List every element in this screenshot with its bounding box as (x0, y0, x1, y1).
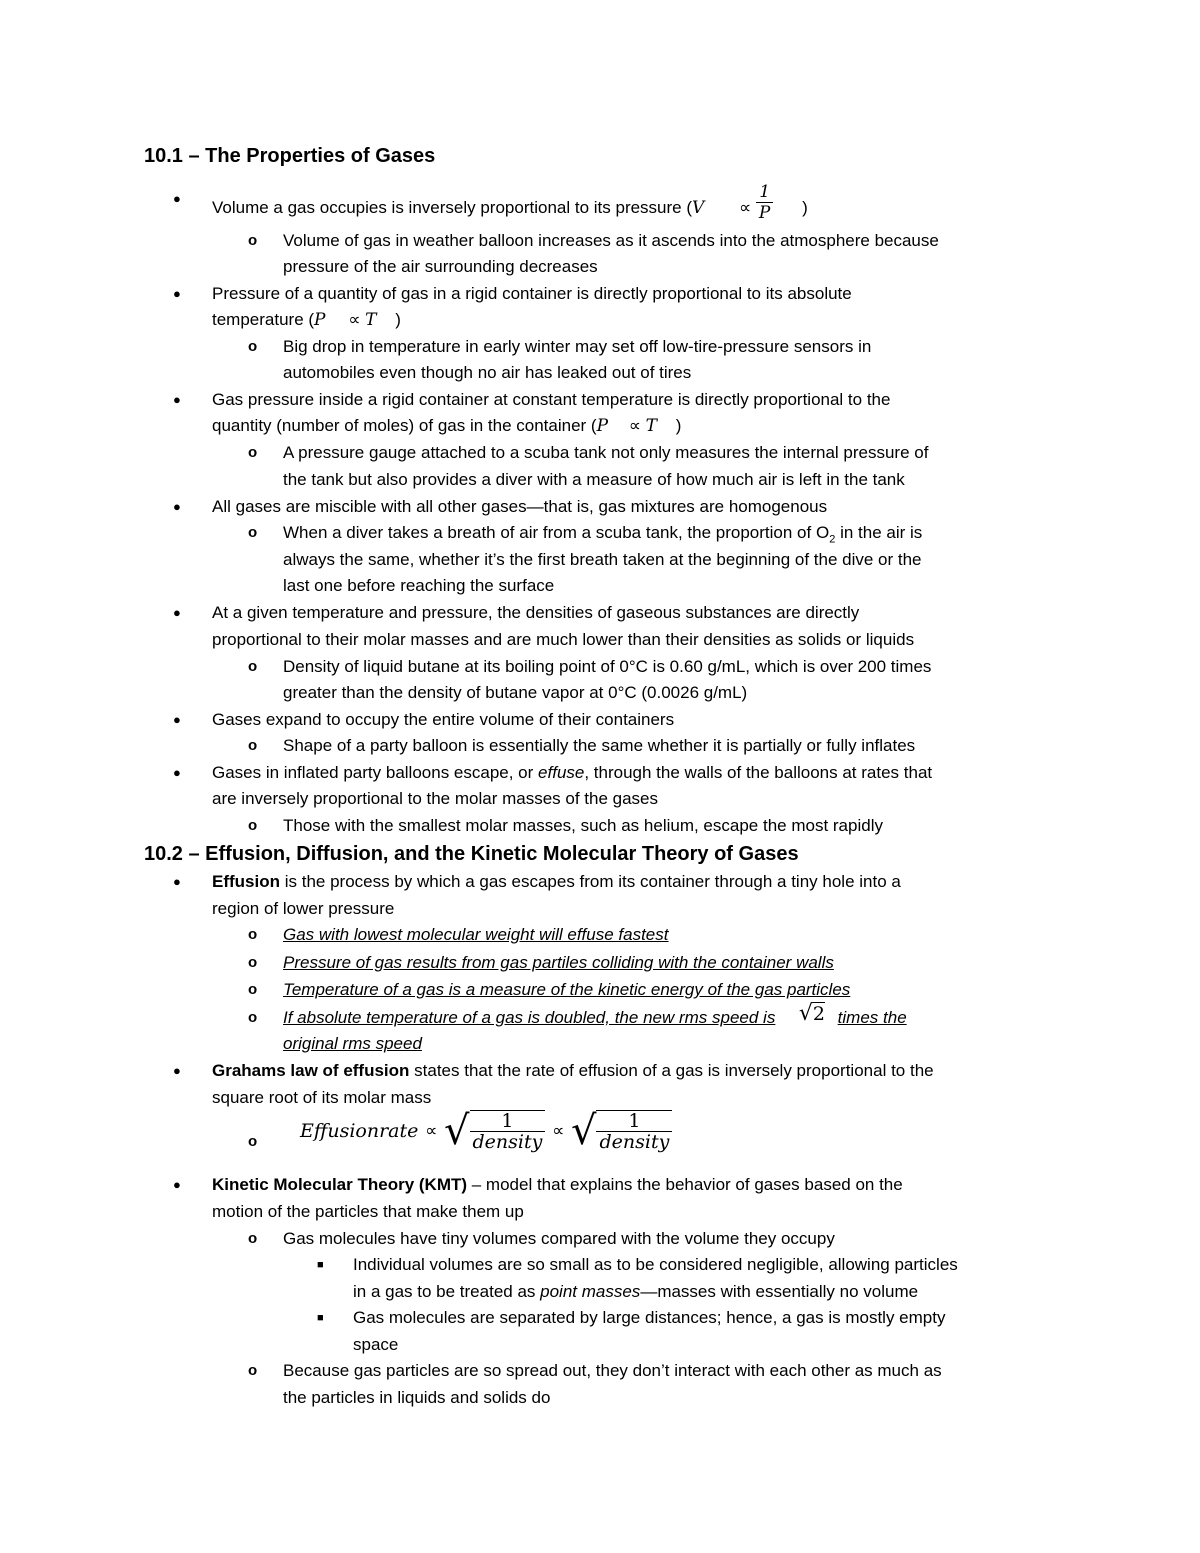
text-line (283, 522, 922, 550)
graham-formula (300, 1108, 672, 1172)
fraction-numerator: 1 (628, 1110, 641, 1132)
text-line: Density of liquid butane at its boiling point of 0°C is 0.60 g/mL, which is over 200 times (283, 657, 932, 676)
square-root (799, 1003, 825, 1026)
line-text: Volume a gas occupies is inversely proportional to its pressure ( (212, 197, 693, 217)
math-var: T (365, 310, 377, 330)
radical-symbol: √ (798, 1001, 813, 1027)
line-text: quantity (number of moles) of gas in the container ( (212, 416, 597, 435)
radical-symbol: √ (570, 1108, 597, 1154)
text-line (212, 871, 901, 893)
proportional-symbol: ∝ (425, 1121, 438, 1140)
line-text: When a diver takes a breath of air from a scuba tank, the proportion of (283, 523, 812, 542)
line-text: ) (802, 197, 808, 217)
text-line: original rms speed (283, 1034, 422, 1053)
bullet: o (248, 817, 258, 834)
text-line: the particles in liquids and solids do (283, 1388, 551, 1407)
text-line (212, 415, 681, 437)
line-text: If absolute temperature of a gas is doubled, the new rms speed is (283, 1008, 776, 1027)
text-line: the tank but also provides a diver with a measure of how much air is left in the tank (283, 470, 905, 489)
square-root (444, 1108, 545, 1154)
text-line: A pressure gauge attached to a scuba tank not only measures the internal pressure of (283, 443, 929, 462)
fraction (756, 182, 773, 223)
text-line: square root of its molar mass (212, 1088, 432, 1107)
fraction (470, 1111, 546, 1152)
bullet: ● (173, 874, 181, 889)
text-line: always the same, whether it’s the first breath taken at the beginning of the dive or the (283, 550, 922, 569)
bullet: o (248, 1009, 258, 1026)
bullet: o (248, 1362, 258, 1379)
proportional-symbol: ∝ (739, 197, 752, 217)
text-line: Pressure of gas results from gas partiles colliding with the container walls (283, 953, 834, 972)
text-line: space (353, 1335, 399, 1354)
text-line: last one before reaching the surface (283, 576, 555, 595)
math-var: V (692, 197, 705, 218)
bold-term: Kinetic Molecular Theory (KMT) (212, 1175, 468, 1194)
text-line: Gas molecules have tiny volumes compared with the volume they occupy (283, 1229, 835, 1248)
bullet: o (248, 1133, 258, 1150)
fraction-denominator: density (470, 1131, 546, 1152)
square-root (571, 1108, 672, 1154)
text-line (353, 1281, 918, 1303)
text-line: Volume of gas in weather balloon increases as it ascends into the atmosphere because (283, 231, 939, 250)
fraction-denominator: density (596, 1131, 672, 1152)
bullet: ● (173, 191, 181, 206)
text-line: Gases expand to occupy the entire volume of their containers (212, 710, 675, 729)
bullet: ● (173, 1063, 181, 1078)
text-line: are inversely proportional to the molar masses of the gases (212, 789, 659, 808)
text-line: All gases are miscible with all other gases—that is, gas mixtures are homogenous (212, 497, 828, 516)
proportional-symbol: ∝ (348, 310, 361, 329)
bullet: o (248, 524, 258, 541)
line-text: temperature ( (212, 310, 315, 329)
proportional-symbol: ∝ (628, 416, 641, 435)
text-line: Big drop in temperature in early winter may set off low-tire-pressure sensors in (283, 337, 872, 356)
text-line: Those with the smallest molar masses, such as helium, escape the most rapidly (283, 816, 883, 835)
bullet: o (248, 737, 258, 754)
text-line: greater than the density of butane vapor at 0°C (0.0026 g/mL) (283, 683, 748, 702)
chem-symbol: O (815, 523, 830, 542)
bullet: o (248, 232, 258, 249)
bullet: ● (173, 765, 181, 780)
bullet: ● (173, 499, 181, 514)
bullet: ● (173, 1177, 181, 1192)
bullet: o (248, 658, 258, 675)
bullet: o (248, 1230, 258, 1247)
bullet: ● (173, 392, 181, 407)
fraction (596, 1111, 672, 1152)
section-heading-10-1: 10.1 – The Properties of Gases (144, 145, 436, 167)
bullet: o (248, 926, 258, 943)
line-text: ) (675, 416, 682, 435)
text-line: Temperature of a gas is a measure of the kinetic energy of the gas particles (283, 980, 851, 999)
text-line (212, 762, 932, 784)
radicand (470, 1110, 546, 1152)
formula-lhs: Effusionrate (300, 1120, 419, 1142)
line-text: times the (837, 1008, 907, 1027)
text-line: pressure of the air surrounding decreases (283, 257, 598, 276)
line-text: Gases in inflated party balloons escape, or (212, 763, 534, 782)
line-text: ) (395, 310, 401, 329)
bullet: ● (173, 712, 181, 727)
bullet: ■ (317, 1259, 324, 1271)
fraction-numerator: 1 (501, 1110, 514, 1132)
line-text: states that the rate of effusion of a gas is inversely proportional to the (409, 1061, 934, 1080)
proportional-symbol: ∝ (552, 1121, 565, 1140)
text-line (212, 182, 808, 229)
emphasis-term: effuse (538, 763, 585, 782)
line-text: in the air is (840, 523, 923, 542)
text-line: region of lower pressure (212, 899, 395, 918)
text-line: Pressure of a quantity of gas in a rigid container is directly proportional to its absolute (212, 284, 852, 303)
math-var: P (596, 416, 609, 436)
fraction-denominator: P (756, 202, 773, 223)
text-line: At a given temperature and pressure, the densities of gaseous substances are directly (212, 603, 860, 622)
bold-term: Grahams law of effusion (212, 1061, 410, 1080)
radical-symbol: √ (444, 1108, 470, 1154)
text-line: Gas molecules are separated by large distances; hence, a gas is mostly empty (353, 1308, 946, 1327)
text-line: motion of the particles that make them up (212, 1202, 524, 1221)
bullet: ■ (317, 1312, 324, 1324)
line-text: – model that explains the behavior of gases based on the (467, 1175, 903, 1194)
bullet: ● (173, 286, 181, 301)
fraction-numerator: 1 (759, 182, 771, 202)
bullet: o (248, 338, 258, 355)
chem-subscript: 2 (829, 533, 836, 546)
text-line (212, 1174, 903, 1196)
line-text: is the process by which a gas escapes from its container through a tiny hole into a (280, 872, 901, 891)
bullet: o (248, 981, 258, 998)
text-line (212, 1060, 934, 1082)
bullet: o (248, 444, 258, 461)
radicand (596, 1110, 672, 1152)
bullet: o (248, 954, 258, 971)
text-line: Individual volumes are so small as to be considered negligible, allowing particles (353, 1255, 958, 1274)
text-line (212, 309, 401, 331)
text-line (283, 1001, 907, 1030)
text-line: automobiles even though no air has leaked out of tires (283, 363, 692, 382)
math-var: P (314, 310, 326, 330)
text-line: proportional to their molar masses and are much lower than their densities as solids or liquids (212, 630, 915, 649)
line-text: —masses with essentially no volume (640, 1282, 919, 1301)
text-line: Because gas particles are so spread out, they don’t interact with each other as much as (283, 1361, 942, 1380)
text-line: Shape of a party balloon is essentially the same whether it is partially or fully inflates (283, 736, 916, 755)
text-line: Gas with lowest molecular weight will effuse fastest (283, 925, 669, 944)
bold-term: Effusion (212, 872, 280, 891)
text-line: Gas pressure inside a rigid container at constant temperature is directly proportional to the (212, 390, 891, 409)
bullet: ● (173, 605, 181, 620)
math-var: T (645, 416, 658, 436)
radicand: 2 (812, 1003, 825, 1026)
line-text: , through the walls of the balloons at rates that (584, 763, 933, 782)
section-heading-10-2: 10.2 – Effusion, Diffusion, and the Kinetic Molecular Theory of Gases (144, 843, 799, 865)
line-text: in a gas to be treated as (353, 1282, 536, 1301)
emphasis-term: point masses (540, 1282, 641, 1301)
